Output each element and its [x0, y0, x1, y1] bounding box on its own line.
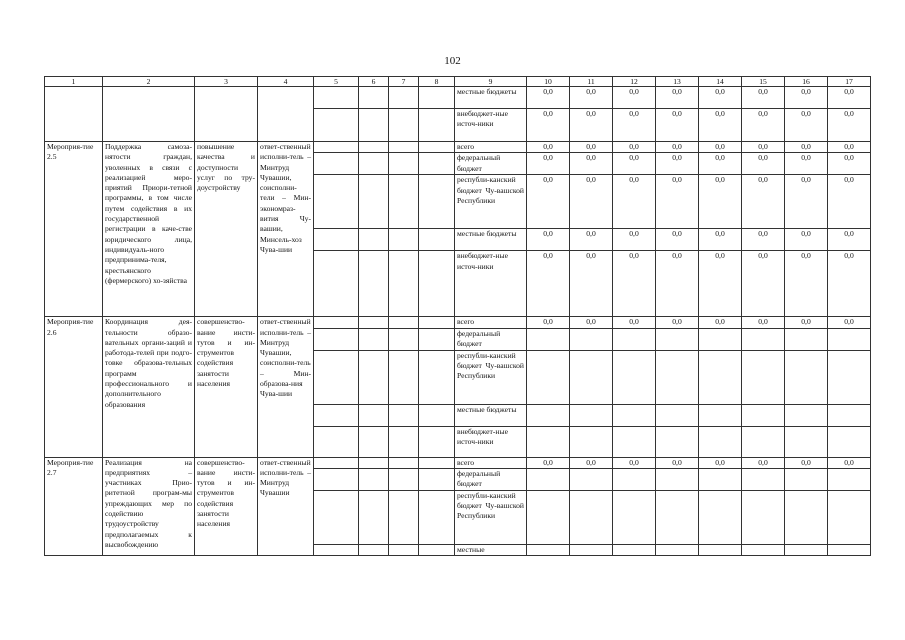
empty-col5-cell: [314, 229, 359, 251]
value-cell: [785, 544, 828, 555]
value-cell: [570, 426, 613, 457]
value-cell: 0,0: [828, 109, 871, 142]
value-cell: 0,0: [570, 109, 613, 142]
value-cell: 0,0: [699, 142, 742, 153]
empty-col6-cell: [359, 175, 389, 229]
value-cell: [699, 544, 742, 555]
empty-col8-cell: [419, 328, 455, 350]
empty-col5-cell: [314, 87, 359, 109]
value-cell: 0,0: [742, 109, 785, 142]
empty-col6-cell: [359, 328, 389, 350]
column-number: 8: [419, 77, 455, 87]
empty-col7-cell: [389, 404, 419, 426]
value-cell: [742, 404, 785, 426]
value-cell: 0,0: [742, 153, 785, 175]
column-number: 11: [570, 77, 613, 87]
value-cell: 0,0: [656, 457, 699, 468]
empty-col5-cell: [314, 544, 359, 555]
column-number: 12: [613, 77, 656, 87]
value-cell: 0,0: [828, 457, 871, 468]
table-row: [45, 142, 871, 153]
funding-source: всего: [455, 142, 527, 153]
column-number: 2: [103, 77, 195, 87]
value-cell: 0,0: [656, 109, 699, 142]
measure-label: Мероприя-тие 2.7: [45, 457, 103, 556]
value-cell: 0,0: [828, 87, 871, 109]
value-cell: 0,0: [656, 153, 699, 175]
empty-col6-cell: [359, 404, 389, 426]
measure-goal: совершенство-вание инсти-тутов и ин-струментов содействия занятости населения: [195, 457, 258, 556]
empty-col6-cell: [359, 153, 389, 175]
measure-name-cell: [103, 87, 195, 142]
measure-label-cell: [45, 87, 103, 142]
measure-name: Координация дея-тельности образо-вательных органи-заций и работода-телей при подго-товке образова-тельных программ профессионального и дополнительного образования: [103, 317, 195, 457]
funding-source: внебюджет-ные источ-ники: [455, 251, 527, 317]
empty-col6-cell: [359, 490, 389, 544]
value-cell: [785, 350, 828, 404]
value-cell: 0,0: [742, 87, 785, 109]
empty-col6-cell: [359, 317, 389, 328]
value-cell: [699, 490, 742, 544]
value-cell: 0,0: [656, 175, 699, 229]
column-number: 5: [314, 77, 359, 87]
value-cell: 0,0: [527, 109, 570, 142]
empty-col8-cell: [419, 153, 455, 175]
column-number: 9: [455, 77, 527, 87]
table-row: [45, 87, 871, 109]
empty-col7-cell: [389, 328, 419, 350]
value-cell: 0,0: [570, 142, 613, 153]
empty-col7-cell: [389, 109, 419, 142]
value-cell: [828, 350, 871, 404]
value-cell: 0,0: [570, 175, 613, 229]
funding-table: [44, 76, 871, 556]
empty-col7-cell: [389, 544, 419, 555]
value-cell: 0,0: [656, 87, 699, 109]
funding-source: республи-канский бюджет Чу-вашской Республики: [455, 175, 527, 229]
value-cell: [742, 544, 785, 555]
empty-col8-cell: [419, 175, 455, 229]
funding-source: внебюджет-ные источ-ники: [455, 109, 527, 142]
empty-col6-cell: [359, 142, 389, 153]
value-cell: 0,0: [785, 251, 828, 317]
value-cell: 0,0: [785, 109, 828, 142]
funding-source: местные бюджеты: [455, 87, 527, 109]
value-cell: 0,0: [570, 317, 613, 328]
empty-col5-cell: [314, 328, 359, 350]
value-cell: 0,0: [785, 142, 828, 153]
value-cell: 0,0: [570, 457, 613, 468]
value-cell: 0,0: [699, 229, 742, 251]
value-cell: 0,0: [699, 87, 742, 109]
column-number: 14: [699, 77, 742, 87]
value-cell: 0,0: [785, 153, 828, 175]
value-cell: 0,0: [613, 153, 656, 175]
empty-col7-cell: [389, 457, 419, 468]
empty-col7-cell: [389, 142, 419, 153]
empty-col7-cell: [389, 317, 419, 328]
measure-executor: ответ-ственный исполни-тель – Минтруд Чувашии, соисполни-тель – Мин-образова-ния Чува-шии: [258, 317, 314, 457]
value-cell: [785, 328, 828, 350]
empty-col8-cell: [419, 468, 455, 490]
column-number: 3: [195, 77, 258, 87]
value-cell: 0,0: [527, 457, 570, 468]
value-cell: 0,0: [656, 142, 699, 153]
value-cell: [570, 328, 613, 350]
value-cell: 0,0: [699, 175, 742, 229]
value-cell: 0,0: [699, 153, 742, 175]
value-cell: [785, 490, 828, 544]
value-cell: 0,0: [527, 87, 570, 109]
value-cell: 0,0: [613, 175, 656, 229]
empty-col5-cell: [314, 251, 359, 317]
empty-col8-cell: [419, 142, 455, 153]
value-cell: 0,0: [742, 251, 785, 317]
value-cell: [699, 350, 742, 404]
value-cell: 0,0: [570, 87, 613, 109]
value-cell: [742, 328, 785, 350]
column-number: 6: [359, 77, 389, 87]
value-cell: 0,0: [613, 251, 656, 317]
empty-col8-cell: [419, 109, 455, 142]
value-cell: 0,0: [785, 457, 828, 468]
funding-source: местные бюджеты: [455, 404, 527, 426]
value-cell: [828, 468, 871, 490]
value-cell: [699, 404, 742, 426]
value-cell: 0,0: [785, 175, 828, 229]
value-cell: 0,0: [699, 109, 742, 142]
value-cell: 0,0: [613, 229, 656, 251]
column-number: 10: [527, 77, 570, 87]
value-cell: 0,0: [570, 251, 613, 317]
measure-name: Поддержка самоза-нятости граждан, уволенных в связи с реализацией меро-приятий Приори-тетной программы, в том числе путем содействия в их государственной регистрации в каче-стве юридического лица, индивидуаль-ного предпринима-теля, крестьянского (фермерского) хо-зяйства: [103, 142, 195, 317]
empty-col6-cell: [359, 468, 389, 490]
empty-col7-cell: [389, 229, 419, 251]
value-cell: 0,0: [527, 153, 570, 175]
value-cell: [656, 490, 699, 544]
value-cell: 0,0: [742, 229, 785, 251]
value-cell: 0,0: [742, 457, 785, 468]
empty-col5-cell: [314, 426, 359, 457]
measure-goal: повышение качества и доступности услуг по тру-доустройству: [195, 142, 258, 317]
value-cell: [656, 328, 699, 350]
value-cell: [699, 426, 742, 457]
empty-col8-cell: [419, 404, 455, 426]
value-cell: 0,0: [699, 251, 742, 317]
empty-col5-cell: [314, 404, 359, 426]
value-cell: [828, 404, 871, 426]
value-cell: [785, 426, 828, 457]
empty-col8-cell: [419, 544, 455, 555]
value-cell: [828, 328, 871, 350]
value-cell: [613, 490, 656, 544]
funding-source: республи-канский бюджет Чу-вашской Республики: [455, 350, 527, 404]
value-cell: 0,0: [527, 175, 570, 229]
empty-col7-cell: [389, 426, 419, 457]
empty-col6-cell: [359, 109, 389, 142]
value-cell: [613, 328, 656, 350]
funding-source: федеральный бюджет: [455, 328, 527, 350]
empty-col8-cell: [419, 350, 455, 404]
column-number: 13: [656, 77, 699, 87]
empty-col8-cell: [419, 426, 455, 457]
value-cell: [742, 490, 785, 544]
value-cell: [742, 468, 785, 490]
column-number: 1: [45, 77, 103, 87]
value-cell: 0,0: [656, 317, 699, 328]
value-cell: [742, 350, 785, 404]
value-cell: 0,0: [785, 87, 828, 109]
value-cell: [570, 350, 613, 404]
value-cell: 0,0: [828, 317, 871, 328]
empty-col7-cell: [389, 350, 419, 404]
measure-executor: ответ-ственный исполни-тель – Минтруд Чувашии, соисполни-тели – Мин-экономраз-вития Чу-вашии, Минсель-хоз Чува-шии: [258, 142, 314, 317]
empty-col6-cell: [359, 457, 389, 468]
value-cell: [656, 350, 699, 404]
value-cell: 0,0: [613, 457, 656, 468]
value-cell: [699, 328, 742, 350]
column-number: 4: [258, 77, 314, 87]
funding-source: всего: [455, 317, 527, 328]
measure-executor-cell: [258, 87, 314, 142]
value-cell: [570, 544, 613, 555]
empty-col6-cell: [359, 350, 389, 404]
empty-col8-cell: [419, 457, 455, 468]
value-cell: [613, 404, 656, 426]
value-cell: 0,0: [570, 229, 613, 251]
empty-col8-cell: [419, 490, 455, 544]
value-cell: 0,0: [828, 153, 871, 175]
value-cell: 0,0: [527, 317, 570, 328]
empty-col5-cell: [314, 317, 359, 328]
table-row: [45, 457, 871, 468]
value-cell: [699, 468, 742, 490]
empty-col6-cell: [359, 544, 389, 555]
empty-col5-cell: [314, 457, 359, 468]
value-cell: [527, 468, 570, 490]
value-cell: 0,0: [656, 251, 699, 317]
value-cell: [527, 426, 570, 457]
funding-source: федеральный бюджет: [455, 153, 527, 175]
value-cell: [656, 426, 699, 457]
empty-col5-cell: [314, 153, 359, 175]
value-cell: 0,0: [828, 251, 871, 317]
value-cell: 0,0: [742, 142, 785, 153]
empty-col7-cell: [389, 153, 419, 175]
funding-source: федеральный бюджет: [455, 468, 527, 490]
value-cell: 0,0: [828, 175, 871, 229]
value-cell: [785, 404, 828, 426]
empty-col5-cell: [314, 142, 359, 153]
value-cell: 0,0: [742, 175, 785, 229]
empty-col6-cell: [359, 229, 389, 251]
value-cell: 0,0: [613, 109, 656, 142]
value-cell: [656, 468, 699, 490]
value-cell: 0,0: [828, 142, 871, 153]
value-cell: [570, 468, 613, 490]
value-cell: [613, 426, 656, 457]
column-number-row: [45, 77, 871, 87]
empty-col8-cell: [419, 317, 455, 328]
column-number: 17: [828, 77, 871, 87]
value-cell: 0,0: [785, 317, 828, 328]
measure-goal: совершенство-вание инсти-тутов и ин-струментов содействия занятости населения: [195, 317, 258, 457]
value-cell: [656, 544, 699, 555]
funding-source: внебюджет-ные источ-ники: [455, 426, 527, 457]
column-number: 15: [742, 77, 785, 87]
empty-col7-cell: [389, 87, 419, 109]
empty-col7-cell: [389, 175, 419, 229]
value-cell: [527, 490, 570, 544]
empty-col5-cell: [314, 175, 359, 229]
empty-col5-cell: [314, 490, 359, 544]
empty-col8-cell: [419, 251, 455, 317]
value-cell: 0,0: [656, 229, 699, 251]
measure-executor: ответ-ственный исполни-тель – Минтруд Чувашии: [258, 457, 314, 556]
value-cell: [527, 350, 570, 404]
empty-col5-cell: [314, 350, 359, 404]
column-number: 16: [785, 77, 828, 87]
value-cell: [828, 426, 871, 457]
measure-label: Мероприя-тие 2.5: [45, 142, 103, 317]
value-cell: [613, 468, 656, 490]
funding-source: местные бюджеты: [455, 229, 527, 251]
empty-col5-cell: [314, 109, 359, 142]
value-cell: 0,0: [527, 142, 570, 153]
measure-label: Мероприя-тие 2.6: [45, 317, 103, 457]
empty-col7-cell: [389, 251, 419, 317]
empty-col6-cell: [359, 426, 389, 457]
measure-name: Реализация на предприятиях – участниках Прио-ритетной програм-мы упреждающих мер по содействию трудоустройству предполагаемых к высвобождению: [103, 457, 195, 556]
measure-goal-cell: [195, 87, 258, 142]
value-cell: [785, 468, 828, 490]
value-cell: [828, 544, 871, 555]
value-cell: [742, 426, 785, 457]
empty-col8-cell: [419, 229, 455, 251]
empty-col6-cell: [359, 251, 389, 317]
value-cell: 0,0: [570, 153, 613, 175]
value-cell: [527, 404, 570, 426]
funding-source: республи-канский бюджет Чу-вашской Республики: [455, 490, 527, 544]
value-cell: 0,0: [613, 87, 656, 109]
empty-col7-cell: [389, 490, 419, 544]
value-cell: 0,0: [785, 229, 828, 251]
value-cell: 0,0: [527, 229, 570, 251]
empty-col8-cell: [419, 87, 455, 109]
value-cell: 0,0: [828, 229, 871, 251]
value-cell: 0,0: [613, 142, 656, 153]
value-cell: [656, 404, 699, 426]
value-cell: 0,0: [527, 251, 570, 317]
page-number: 102: [444, 55, 461, 67]
funding-source: всего: [455, 457, 527, 468]
value-cell: [570, 404, 613, 426]
table-row: [45, 317, 871, 328]
value-cell: [613, 544, 656, 555]
value-cell: 0,0: [742, 317, 785, 328]
empty-col6-cell: [359, 87, 389, 109]
funding-source: местные: [455, 544, 527, 555]
value-cell: 0,0: [613, 317, 656, 328]
value-cell: 0,0: [699, 457, 742, 468]
value-cell: [570, 490, 613, 544]
value-cell: [527, 328, 570, 350]
column-number: 7: [389, 77, 419, 87]
empty-col5-cell: [314, 468, 359, 490]
value-cell: [828, 490, 871, 544]
empty-col7-cell: [389, 468, 419, 490]
value-cell: 0,0: [699, 317, 742, 328]
value-cell: [527, 544, 570, 555]
value-cell: [613, 350, 656, 404]
